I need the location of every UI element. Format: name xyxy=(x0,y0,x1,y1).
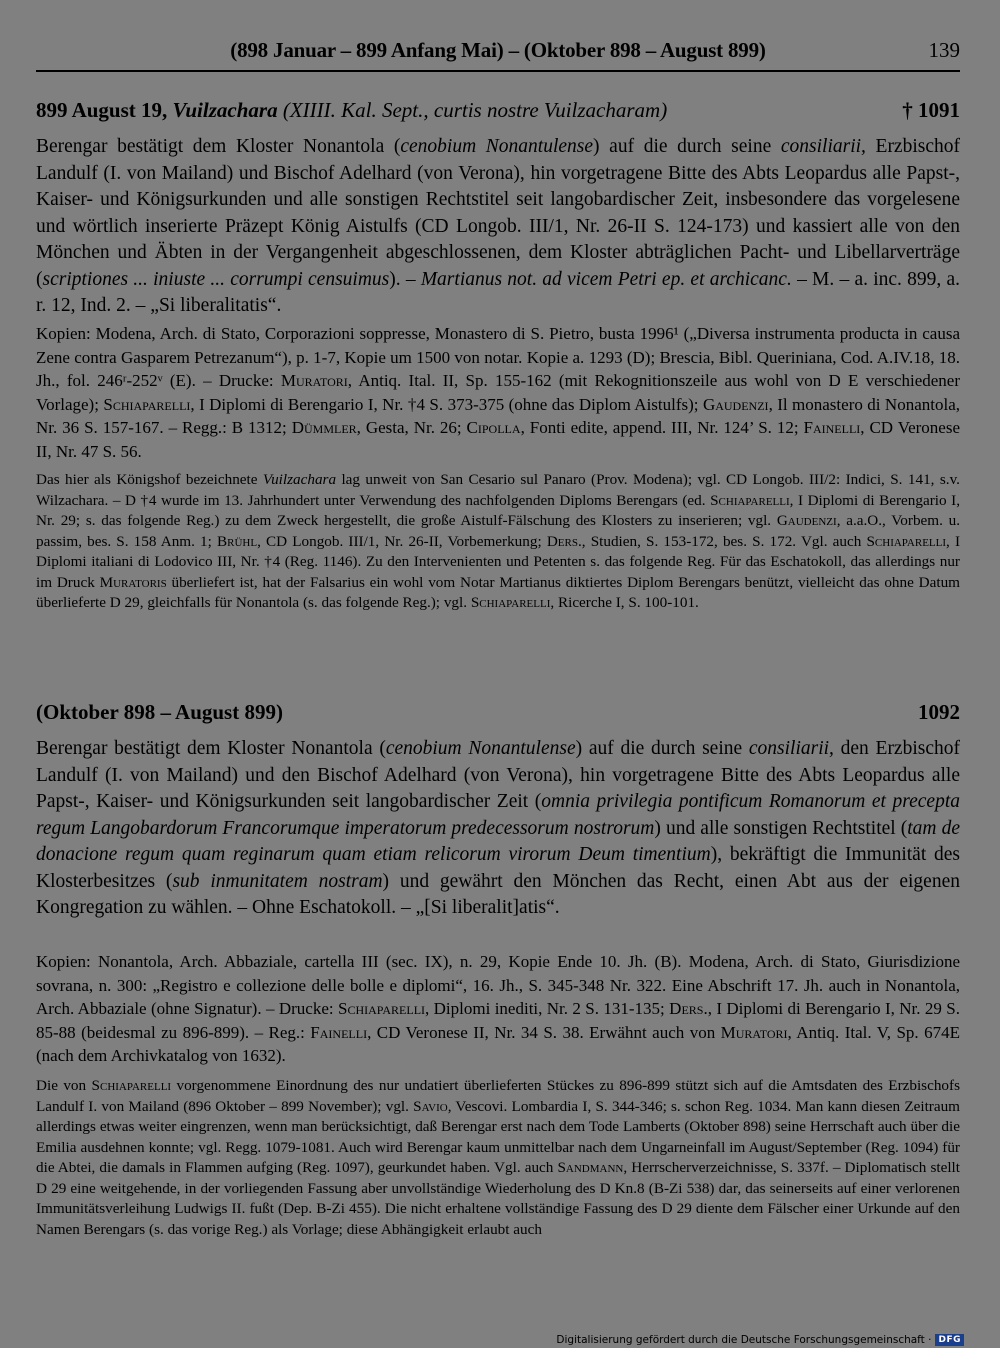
entry-1092-regest-text: Berengar bestätigt dem Kloster Nonantola (cenobium Nonantulense) auf die durch seine consiliarii, den Erzbischof Landulf (I. von Mailand) und den Bischof Adelhard (von Verona), hin vorgetragene Bitte des Abts Leopardus alle Papst-, Kaiser- und Königsurkunden seit langobardischer Zeit (omnia privilegia pontificum Romanorum et precepta regum Langobardorum Francorumque imperatorum predecessorum nostrorum) und alle sonstigen Rechtstitel (tam de donacione regum quam reginarum quam etiam relicorum virorum Deum timentium), bekräftigt die Immunität des Klosterbesitzes (sub inmunitatem nostram) und gewährt den Mönchen das Recht, einen Abt aus der eigenen Kongregation zu wählen. – Ohne Eschatokoll. – „[Si liberalit]atis“. xyxy=(36,738,961,918)
entry-1092-sources xyxy=(36,950,960,1068)
entry-1091-regest-text: Berengar bestätigt dem Kloster Nonantola (cenobium Nonantulense) auf die durch seine consiliarii, Erzbischof Landulf (I. von Mailand) und Bischof Adelhard (von Verona), hin vorgetragene Bitte des Abts Leopardus alle Papst-, Kaiser- und Königsurkunden und alle sonstigen Rechtstitel seit langobardischer Zeit, insbesondere das vorgelesene und wörtlich inserierte Präzept König Aistulfs (CD Longob. III/1, Nr. 26-II S. 124-173) und kassiert alle von den Mönchen und Äbten in der Vergangenheit abgeschlossenen, dem Kloster abträglichen Pacht- und Libellarverträge (scriptiones ... iniuste ... corrumpi censuimus). – Martianus not. ad vicem Petri ep. et archicanc. – M. – a. inc. 899, a. r. 12, Ind. 2. – „Si liberalitatis“. xyxy=(36,136,960,316)
running-head-title: (898 Januar – 899 Anfang Mai) – (Oktober 898 – August 899) xyxy=(230,38,766,62)
entry-1092-heading xyxy=(36,700,960,728)
entry-1091-regest xyxy=(36,134,960,320)
entry-1092-date: (Oktober 898 – August 899) xyxy=(36,700,283,724)
entry-1092-number: 1092 xyxy=(918,700,960,724)
entry-1091-number: † 1091 xyxy=(902,98,960,122)
entry-1092-sources-text: Kopien: Nonantola, Arch. Abbaziale, cartella III (sec. IX), n. 29, Kopie Ende 10. Jh. (B). Modena, Arch. di Stato, Giurisdizione sovrana, n. 300: „Registro e collezione delle bolle e diplomi“, 16. Jh., S. 345-348 Nr. 322. Eine Abschrift 17. Jh. auch in Nonantola, Arch. Abbaziale (ohne Signatur). – Drucke: Schiaparelli, Diplomi inediti, Nr. 2 S. 131-135; Ders., I Diplomi di Berengario I, Nr. 29 S. 85-88 (beidesmal zu 896-899). – Reg.: Fainelli, CD Veronese II, Nr. 34 S. 38. Erwähnt auch von Muratori, Antiq. Ital. V, Sp. 674E (nach dem Archivkatalog von 1632). xyxy=(36,952,961,1065)
footer-text: Digitalisierung gefördert durch die Deutsche Forschungsgemeinschaft · xyxy=(556,1334,932,1346)
entry-1091-dating-clause: (XIIII. Kal. Sept., curtis nostre Vuilzacharam) xyxy=(282,98,668,122)
entry-1091-commentary-text: Das hier als Königshof bezeichnete Vuilzachara lag unweit von San Cesario sul Panaro (Prov. Modena); vgl. CD Longob. III/2: Indici, S. 141, s.v. Wilzachara. – D †4 wurde im 13. Jahrhundert unter Verwendung des nachfolgenden Diploms Berengars (ed. Schiaparelli, I Diplomi di Berengario I, Nr. 29; s. das folgende Reg.) zu dem Zweck hergestellt, die große Aistulf-Fälschung des Klosters zu inserieren; vgl. Gaudenzi, a.a.O., Vorbem. u. passim, bes. S. 158 Anm. 1; Brühl, CD Longob. III/1, Nr. 26-II, Vorbemerkung; Ders., Studien, S. 153-172, bes. S. 172. Vgl. auch Schiaparelli, I Diplomi italiani di Lodovico III, Nr. †4 (Reg. 1146). Zu den Intervenienten und Petenten s. das folgende Reg. Für das Eschatokoll, das allerdings nur im Druck Muratoris überliefert ist, hat der Falsarius ein wohl vom Notar Martianus diktiertes Diplom Berengars benützt, vielleicht das ohne Datum überlieferte D 29, gleichfalls für Nonantola (s. das folgende Reg.); vgl. Schiaparelli, Ricerche I, S. 100-101. xyxy=(36,471,961,611)
entry-1091-place: Vuilzachara xyxy=(172,98,278,122)
entry-1091-sources xyxy=(36,322,960,463)
dfg-logo-icon: DFG xyxy=(935,1334,964,1346)
dfg-footer xyxy=(556,1334,964,1346)
running-head xyxy=(36,36,960,72)
entry-1092-regest xyxy=(36,736,960,922)
entry-1091-date-line xyxy=(36,98,667,123)
entry-1091-sources-text: Kopien: Modena, Arch. di Stato, Corporazioni soppresse, Monastero di S. Pietro, busta 1996¹ („Diversa instrumenta producta in causa Zene contra Gasparem Petrezanum“), p. 1-7, Kopie um 1500 von notar. Kopie a. 1293 (D); Brescia, Bibl. Queriniana, Cod. A.IV.18, 18. Jh., fol. 246ʳ-252ᵛ (E). – Drucke: Muratori, Antiq. Ital. II, Sp. 155-162 (mit Rekognitionszeile aus wohl von D E verschiedener Vorlage); Schiaparelli, I Diplomi di Berengario I, Nr. †4 S. 373-375 (ohne das Diplom Aistulfs); Gaudenzi, Il monastero di Nonantola, Nr. 36 S. 157-167. – Regg.: B 1312; Dümmler, Gesta, Nr. 26; Cipolla, Fonti edite, append. III, Nr. 124’ S. 12; Fainelli, CD Veronese II, Nr. 47 S. 56. xyxy=(36,324,961,461)
page-number: 139 xyxy=(928,38,960,62)
entry-1091-date: 899 August 19, xyxy=(36,98,168,122)
entry-1092-commentary-text: Die von Schiaparelli vorgenommene Einordnung des nur undatiert überlieferten Stückes zu 896-899 stützt sich auf die Amtsdaten des Erzbischofs Landulf I. von Mailand (896 Oktober – 899 November); vgl. Savio, Vescovi. Lombardia I, S. 344-346; s. schon Reg. 1034. Man kann diesen Zeitraum allerdings etwas weiter eingrenzen, wenn man berücksichtigt, daß Berengar erst nach dem Tode Lamberts (Oktober 898) seine Herrschaft auch über die Emilia ausdehnen konnte; vgl. Regg. 1079-1081. Auch wird Berengar kaum unmittelbar nach dem Ungarneinfall im August/September (Reg. 1094) für die Abtei, die damals in Flammen aufging (Reg. 1097), geurkundet haben. Vgl. auch Sandmann, Herrscherverzeichnisse, S. 337f. – Diplomatisch stellt D 29 eine weitgehende, in der vorliegenden Fassung aber unvollständige Wiederholung des D Kn.8 (B-Zi 538) dar, das seinerseits auf einer verlorenen Immunitätsverleihung Ludwigs II. fußt (Dep. B-Zi 455). Die nicht erhaltene vollständige Fassung des D 29 diente dem Fälscher einer Urkunde auf den Namen Berengars (s. das vorige Reg.) als Vorlage; diese Abhängigkeit erlaubt auch xyxy=(36,1077,960,1238)
entry-1091-commentary xyxy=(36,470,960,614)
entry-1092-commentary xyxy=(36,1076,960,1240)
entry-1091-heading xyxy=(36,98,960,126)
